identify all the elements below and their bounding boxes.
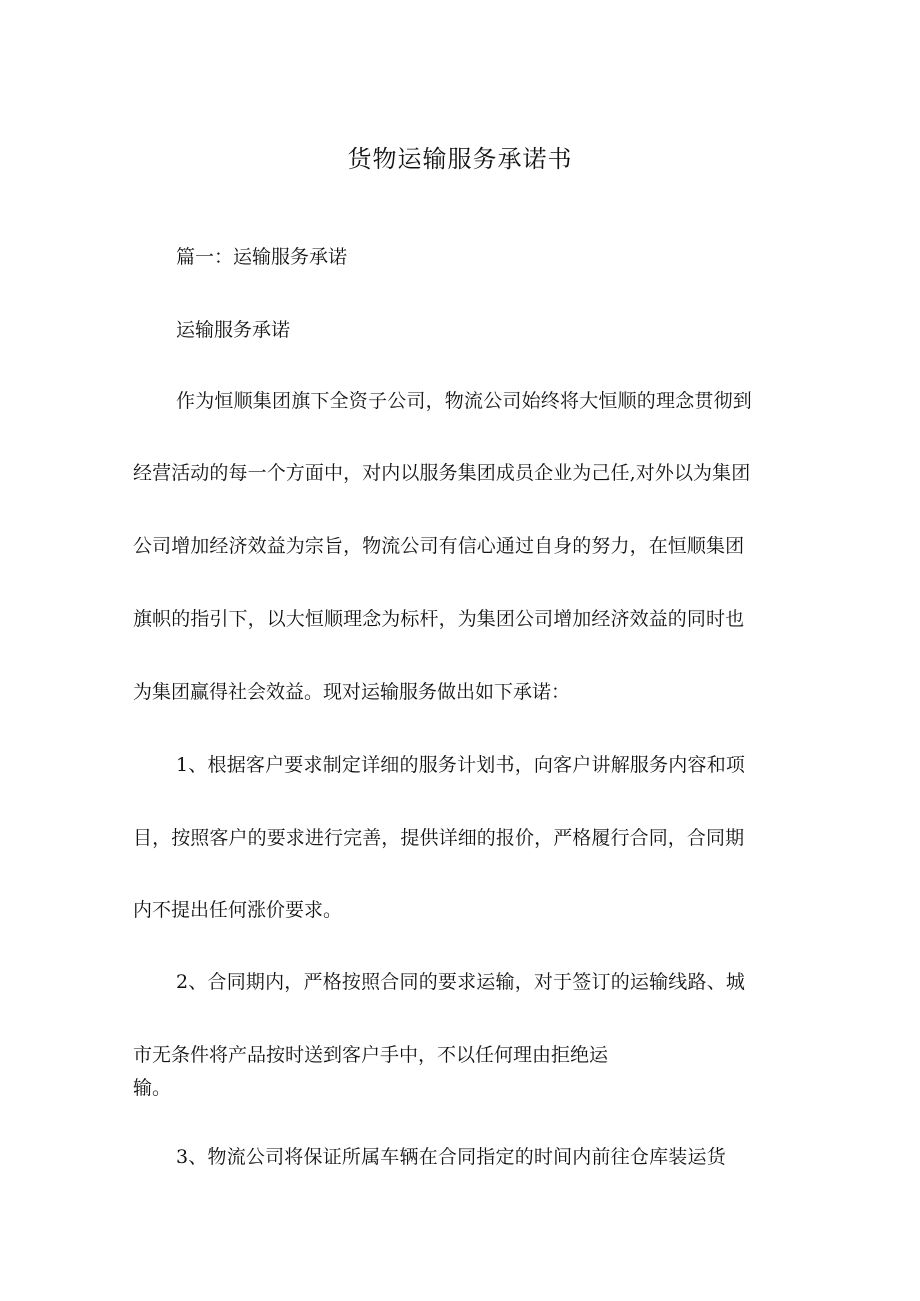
paragraph-1-line-3: 公司增加经济效益为宗旨，物流公司有信心通过自身的努力，在恒顺集团 <box>133 535 745 557</box>
item-1-line-1: 1、根据客户要求制定详细的服务计划书，向客户讲解服务内容和项 <box>176 754 746 776</box>
item-1-line-2: 目，按照客户的要求进行完善，提供详细的报价，严格履行合同，合同期 <box>133 827 745 849</box>
paragraph-1-line-1: 作为恒顺集团旗下全资子公司，物流公司始终将大恒顺的理念贯彻到 <box>176 390 753 412</box>
section-heading: 篇一：运输服务承诺 <box>176 246 348 268</box>
subheading: 运输服务承诺 <box>176 319 291 341</box>
item-3-line-1: 3、物流公司将保证所属车辆在合同指定的时间内前往仓库装运货 <box>176 1146 726 1168</box>
item-1-line-3: 内不提出任何涨价要求。 <box>133 899 343 921</box>
item-2-line-3: 输。 <box>133 1077 172 1099</box>
item-2-line-2: 市无条件将产品按时送到客户手中，不以任何理由拒绝运 <box>133 1044 609 1066</box>
paragraph-1-line-2: 经营活动的每一个方面中，对内以服务集团成员企业为己任,对外以为集团 <box>133 462 751 484</box>
paragraph-1-line-4: 旗帜的指引下，以大恒顺理念为标杆，为集团公司增加经济效益的同时也 <box>133 608 745 630</box>
document-title: 货物运输服务承诺书 <box>347 145 573 173</box>
paragraph-1-line-5: 为集团赢得社会效益。现对运输服务做出如下承诺： <box>133 681 571 703</box>
item-2-line-1: 2、合同期内，严格按照合同的要求运输，对于签订的运输线路、城 <box>176 971 746 993</box>
